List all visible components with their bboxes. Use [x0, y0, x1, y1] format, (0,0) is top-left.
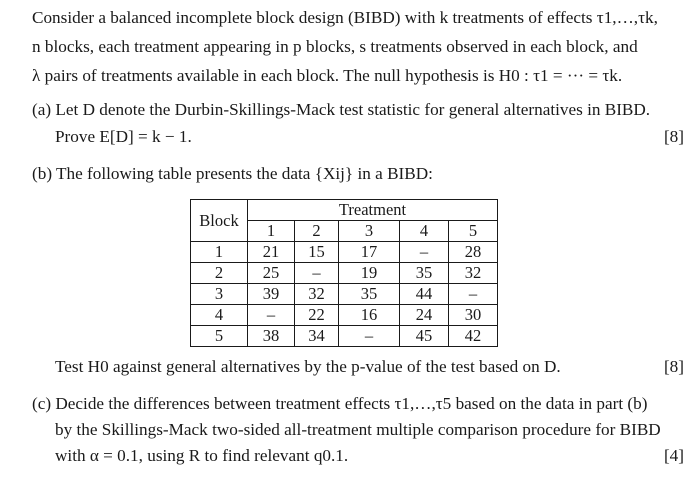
part-a-line-2: Prove E[D] = k − 1.	[55, 127, 192, 146]
intro-line-3: λ pairs of treatments available in each block. The null hypothesis is H0 : τ1 = ··· = τk.	[32, 66, 623, 85]
part-a-line-2-row	[55, 126, 684, 148]
intro-line-1: Consider a balanced incomplete block design (BIBD) with k treatments of effects τ1,…,τk,	[32, 8, 658, 27]
block-number: 3	[191, 284, 248, 305]
part-c-line-3: with α = 0.1, using R to find relevant q0.1.	[55, 446, 349, 465]
part-a-line-1: (a) Let D denote the Durbin-Skillings-Mack test statistic for general alternatives in BIBD.	[32, 100, 651, 119]
block-number: 1	[191, 242, 248, 263]
table-cell: 42	[449, 326, 498, 347]
treatment-header: Treatment	[248, 200, 498, 221]
block-number: 4	[191, 305, 248, 326]
treatment-label: 5	[449, 221, 498, 242]
table-row	[191, 326, 498, 347]
table-cell: –	[339, 326, 400, 347]
table-cell: 32	[449, 263, 498, 284]
part-c-line-1: (c) Decide the differences between treatment effects τ1,…,τ5 based on the data in part (b)	[32, 394, 648, 413]
part-c-marks: [4]	[663, 446, 684, 465]
table-row	[191, 242, 498, 263]
intro-line-2: n blocks, each treatment appearing in p blocks, s treatments observed in each block, and	[32, 37, 638, 56]
treatment-label: 1	[248, 221, 295, 242]
table-cell: 16	[339, 305, 400, 326]
table-cell: 19	[339, 263, 400, 284]
table-cell: 25	[248, 263, 295, 284]
part-b-after-table: Test H0 against general alternatives by the p-value of the test based on D.	[55, 357, 561, 376]
part-b-line-1: (b) The following table presents the data {Xij} in a BIBD:	[32, 164, 433, 183]
table-cell: 17	[339, 242, 400, 263]
table-cell: 22	[295, 305, 339, 326]
part-b-marks: [8]	[663, 357, 684, 376]
table-cell: –	[295, 263, 339, 284]
block-number: 5	[191, 326, 248, 347]
part-c-line-3-row	[55, 445, 684, 467]
table-cell: 21	[248, 242, 295, 263]
part-a-marks: [8]	[663, 127, 684, 146]
part-c-line-2: by the Skillings-Mack two-sided all-treatment multiple comparison procedure for BIBD	[55, 420, 661, 439]
table-cell: –	[400, 242, 449, 263]
table-cell: 39	[248, 284, 295, 305]
table-cell: 35	[339, 284, 400, 305]
table-cell: 30	[449, 305, 498, 326]
table-cell: 32	[295, 284, 339, 305]
table-header-row	[191, 200, 498, 221]
part-b-after-table-row	[55, 356, 684, 378]
table-cell: 35	[400, 263, 449, 284]
table-row	[191, 305, 498, 326]
block-header: Block	[191, 200, 248, 242]
treatment-label: 3	[339, 221, 400, 242]
block-number: 2	[191, 263, 248, 284]
table-cell: 15	[295, 242, 339, 263]
table-cell: –	[449, 284, 498, 305]
treatment-label: 4	[400, 221, 449, 242]
table-cell: 28	[449, 242, 498, 263]
table-cell: 24	[400, 305, 449, 326]
table-cell: 34	[295, 326, 339, 347]
bibd-data-table	[190, 199, 498, 347]
table-cell: 38	[248, 326, 295, 347]
table-row	[191, 263, 498, 284]
treatment-label: 2	[295, 221, 339, 242]
table-row	[191, 284, 498, 305]
table-cell: –	[248, 305, 295, 326]
table-cell: 44	[400, 284, 449, 305]
table-cell: 45	[400, 326, 449, 347]
